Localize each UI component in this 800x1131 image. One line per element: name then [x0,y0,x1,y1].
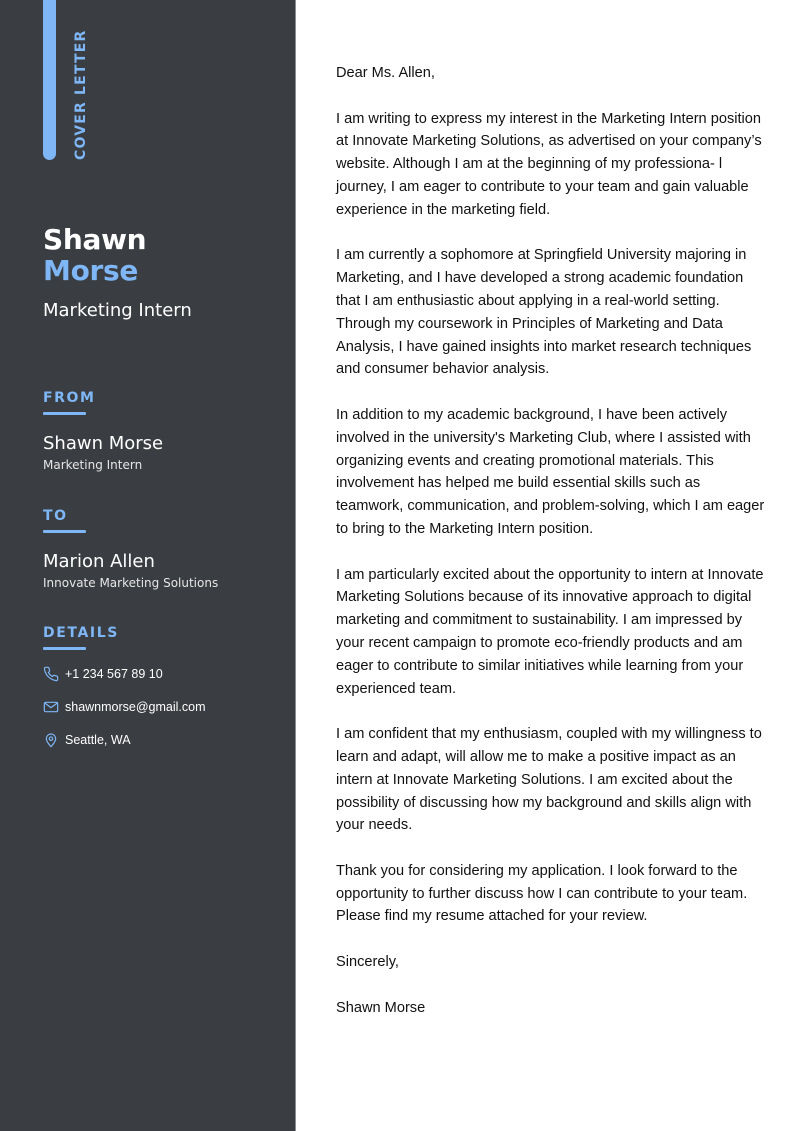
first-name: Shawn [43,223,147,256]
from-section [43,389,163,473]
accent-bar [43,0,56,160]
to-heading: TO [43,508,68,524]
paragraph-confidence: I am confident that my enthusiasm, coupled with my willingness to learn and adapt, will allow me to make a positive impact as an intern at Innovate Marketing Solutions. I am excited about the possibility of discussing how my background and skills align with your needs. [336,726,762,834]
location: Seattle, WA [65,733,131,747]
divider [43,530,86,533]
recipient-company: Innovate Marketing Solutions [43,576,219,590]
email-address[interactable]: shawnmorse@gmail.com [65,700,206,714]
signature: Shawn Morse [336,999,426,1016]
from-heading: FROM [43,390,96,406]
email-row [43,698,206,716]
phone-icon [43,666,59,682]
sender-name: Shawn Morse [43,433,164,454]
email-icon [43,699,59,715]
last-name: Morse [43,254,139,287]
paragraph-education: I am currently a sophomore at Springfield University majoring in Marketing, and I have developed a strong academic foundation that I am enthusiastic about applying in a real-world setting. Through my coursework in Principles of Marketing and Data Analysis, I have gained insights into market research techniques and consumer behavior analysis. [336,247,752,378]
divider [43,412,86,415]
divider [43,647,86,650]
paragraph-activities: In addition to my academic background, I have been actively involved in the university's Marketing Club, where I assisted with organizing events and creating promotional materials. This involvement has helped me build essential skills such as teamwork, communication, and problem-solving, which I am eager to bring to the Marketing Intern position. [336,406,765,537]
to-section [43,507,218,591]
location-pin-icon [43,732,59,748]
details-section [43,624,206,749]
location-row [43,731,206,749]
document-type-label: COVER LETTER [73,29,89,160]
sidebar [0,0,296,1131]
phone-number[interactable]: +1 234 567 89 10 [65,667,163,681]
paragraph-thanks: Thank you for considering my application. I look forward to the opportunity to further discuss how I can contribute to your team. Please find my resume attached for your review. [336,862,748,925]
paragraph-motivation: I am particularly excited about the opportunity to intern at Innovate Marketing Solutions because of its innovative approach to digital marketing and commitment to sustainability. I am impressed by your recent campaign to promote eco-friendly products and am eager to contribute to similar initiatives while learning from your experienced team. [336,566,764,697]
closing: Sincerely, [336,954,399,971]
salutation: Dear Ms. Allen, [336,65,435,81]
paragraph-intro: I am writing to express my interest in the Marketing Intern position at Innovate Marketing Solutions, as advertised on your company’s website. Although I am at the beginning of my professiona- l journey, I am eager to contribute to your team and gain valuable experience in the marketing field. [336,110,762,218]
letter-body [336,62,766,1042]
job-title: Marketing Intern [43,300,192,321]
recipient-name: Marion Allen [43,551,155,572]
sender-title: Marketing Intern [43,458,143,472]
phone-row [43,665,206,683]
details-heading: DETAILS [43,625,119,641]
name-block [43,224,192,323]
